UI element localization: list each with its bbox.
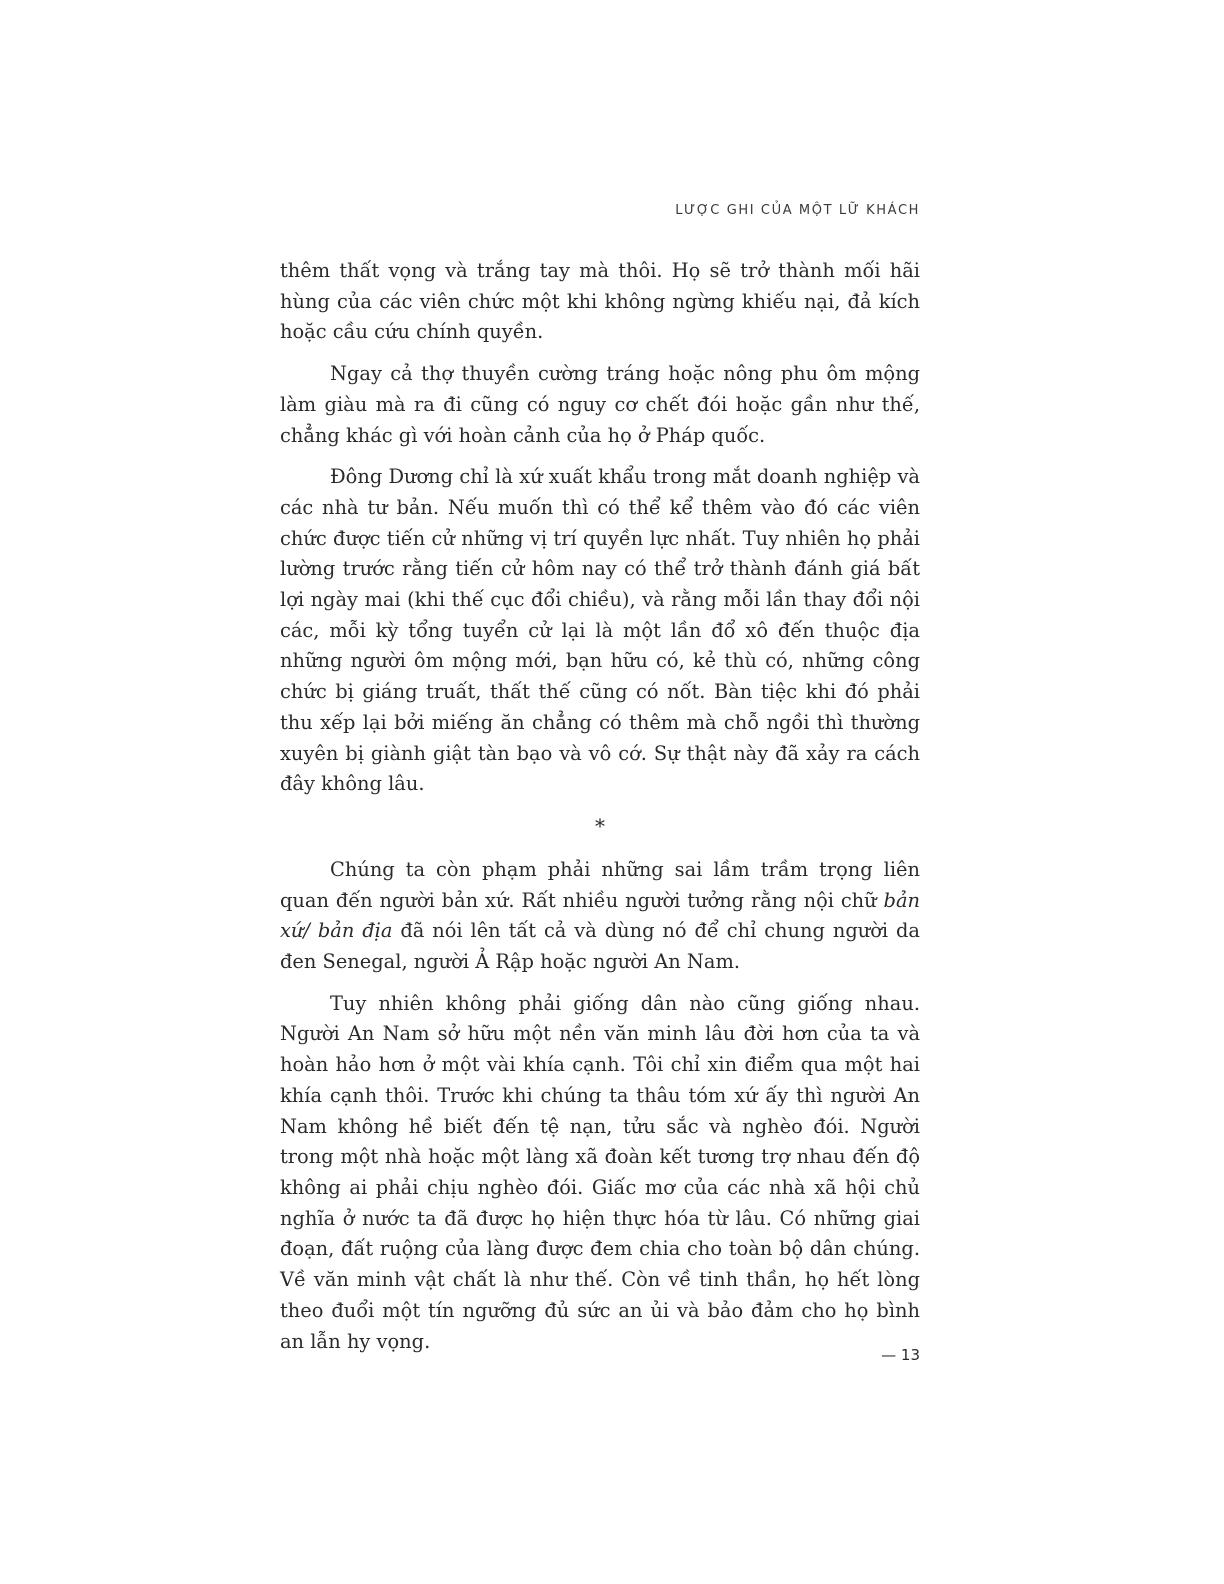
- body-text: [280, 256, 920, 1368]
- running-header: LƯỢC GHI CỦA MỘT LỮ KHÁCH: [675, 203, 920, 218]
- section-separator: *: [595, 813, 605, 838]
- paragraph-2: Ngay cả thợ thuyền cường tráng hoặc nông phu ôm mộng làm giàu mà ra đi cũng có nguy cơ chết đói hoặc gần như thế, chẳng khác gì với hoàn cảnh của họ ở Pháp quốc.: [280, 362, 920, 447]
- paragraph-4-text-end: đã nói lên tất cả và dùng nó để chỉ chung người da đen Senegal, người Ả Rập hoặc người An Nam.: [280, 919, 920, 974]
- paragraph-1: thêm thất vọng và trắng tay mà thôi. Họ sẽ trở thành mối hãi hùng của các viên chức một khi không ngừng khiếu nại, đả kích hoặc cầu cứu chính quyền.: [280, 259, 920, 344]
- paragraph-4-italic-term: bản xứ/ bản địa: [280, 888, 920, 943]
- paragraph-3: Đông Dương chỉ là xứ xuất khẩu trong mắt doanh nghiệp và các nhà tư bản. Nếu muốn thì có thể kể thêm vào đó các viên chức được tiến cử những vị trí quyền lực nhất. Tuy nhiên họ phải lường trước rằng tiến cử hôm nay có thể trở thành đánh giá bất lợi ngày mai (khi thế cục đổi chiều), và rằng mỗi lần thay đổi nội các, mỗi kỳ tổng tuyển cử lại là một lần đổ xô đến thuộc địa những người ôm mộng mới, bạn hữu có, kẻ thù có, những công chức bị giáng truất, thất thế cũng có nốt. Bàn tiệc khi đó phải thu xếp lại bởi miếng ăn chẳng có thêm mà chỗ ngồi thì thường xuyên bị giành giật tàn bạo và vô cớ. Sự thật này đã xảy ra cách đây không lâu.: [280, 465, 920, 796]
- paragraph-4-text-start: Chúng ta còn phạm phải những sai lầm trầm trọng liên quan đến người bản xứ. Rất nhiều người tưởng rằng nội chữ: [280, 857, 920, 912]
- page-number: — 13: [881, 1346, 920, 1364]
- paragraph-4: [280, 855, 920, 978]
- paragraph-5: Tuy nhiên không phải giống dân nào cũng giống nhau. Người An Nam sở hữu một nền văn minh lâu đời hơn của ta và hoàn hảo hơn ở một vài khía cạnh. Tôi chỉ xin điểm qua một hai khía cạnh thôi. Trước khi chúng ta thâu tóm xứ ấy thì người An Nam không hề biết đến tệ nạn, tửu sắc và nghèo đói. Người trong một nhà hoặc một làng xã đoàn kết tương trợ nhau đến độ không ai phải chịu nghèo đói. Giấc mơ của các nhà xã hội chủ nghĩa ở nước ta đã được họ hiện thực hóa từ lâu. Có những giai đoạn, đất ruộng của làng được đem chia cho toàn bộ dân chúng. Về văn minh vật chất là như thế. Còn về tinh thần, họ hết lòng theo đuổi một tín ngưỡng đủ sức an ủi và bảo đảm cho họ bình an lẫn hy vọng.: [280, 991, 920, 1353]
